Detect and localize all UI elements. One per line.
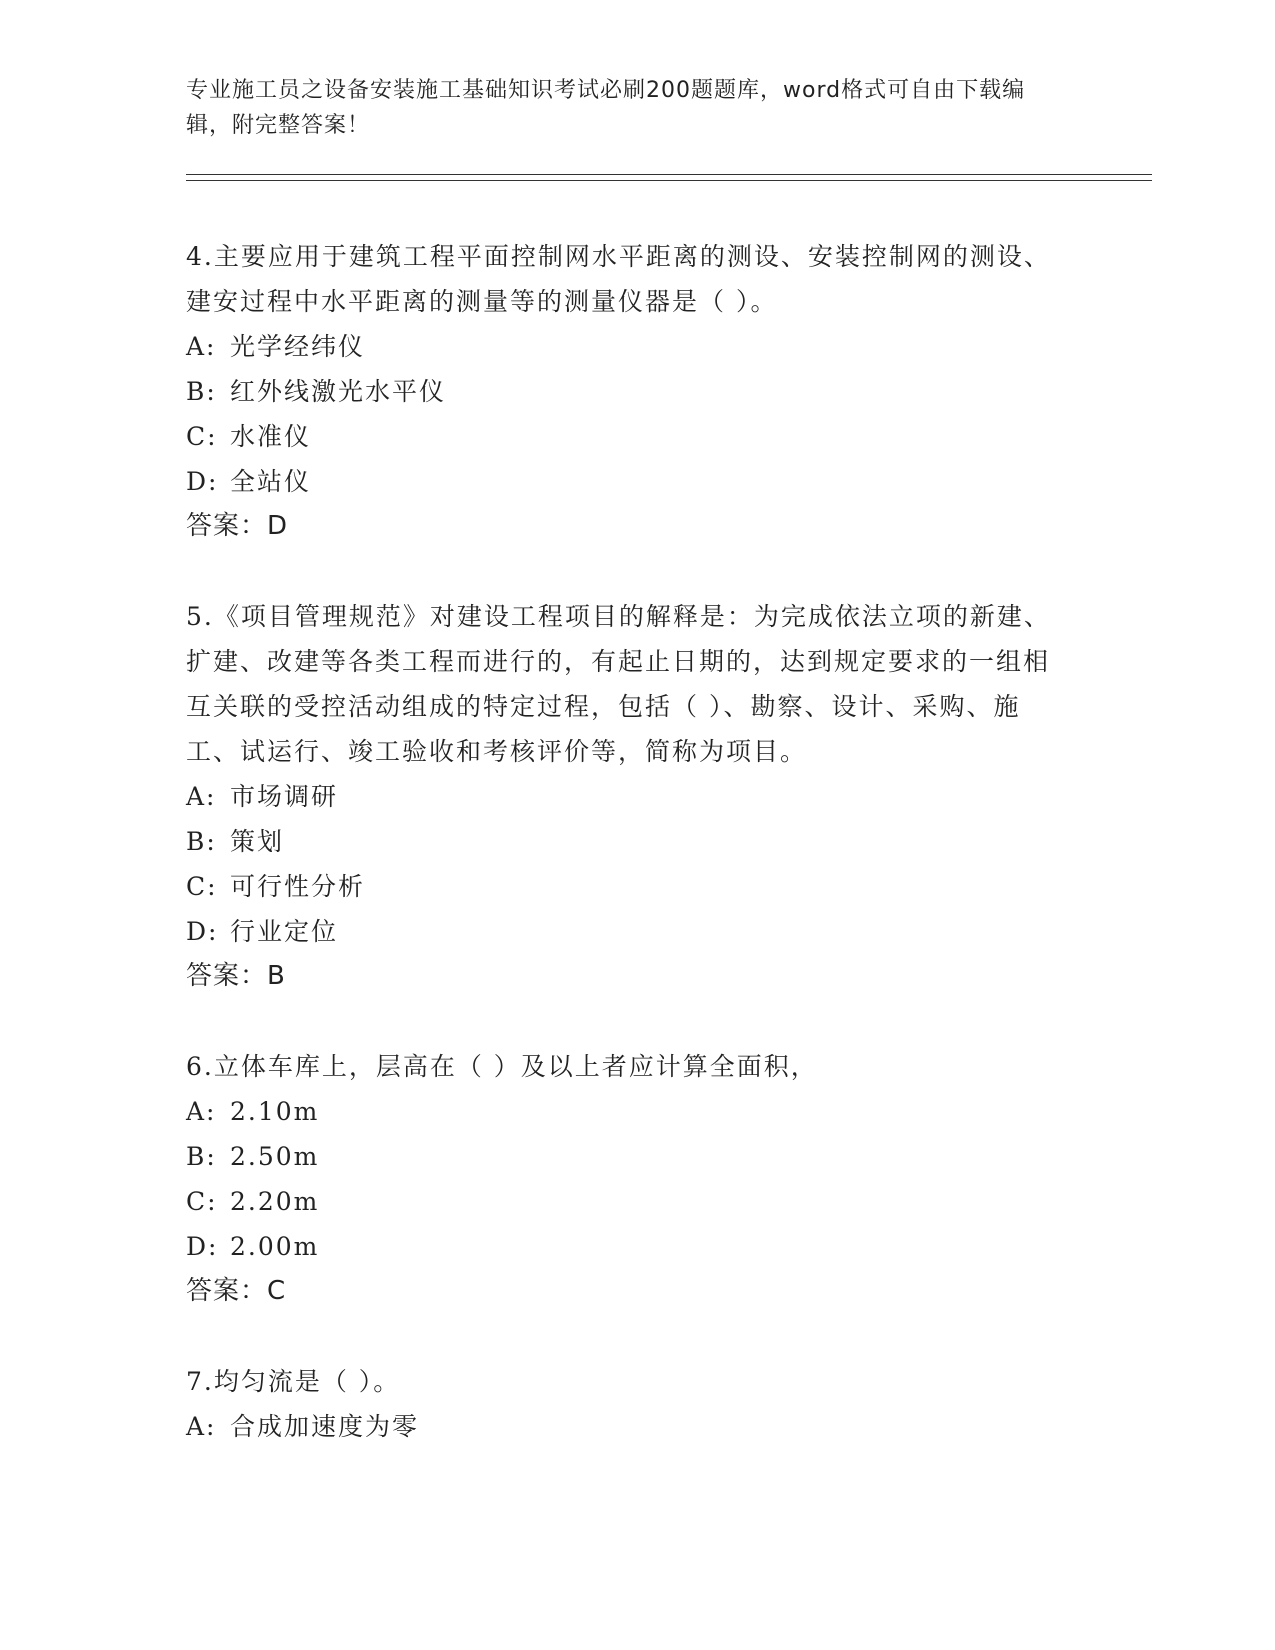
option-letter: A: — [186, 332, 217, 361]
question-5 — [186, 594, 1066, 998]
option-text: 2.00m — [230, 1232, 320, 1261]
question-text: 7.均匀流是（ ）。 — [186, 1367, 401, 1396]
option-letter: C: — [186, 422, 218, 451]
option-letter: C: — [186, 1187, 218, 1216]
option-text: 行业定位 — [230, 917, 339, 946]
option-c — [186, 864, 1066, 909]
option-letter: D: — [186, 467, 219, 496]
option-letter: D: — [186, 1232, 219, 1261]
option-text: 光学经纬仪 — [230, 332, 366, 361]
option-text: 2.10m — [230, 1097, 320, 1126]
option-c — [186, 414, 1066, 459]
answer-line: 答案：D — [186, 511, 289, 541]
option-b — [186, 819, 1066, 864]
option-text: 策划 — [230, 827, 285, 856]
document-title: 专业施工员之设备安装施工基础知识考试必刷200题题库，word格式可自由下载编辑，附完整答案！ — [186, 78, 1026, 138]
option-letter: B: — [186, 827, 217, 856]
option-letter: C: — [186, 872, 218, 901]
option-d — [186, 909, 1066, 954]
option-text: 2.20m — [230, 1187, 320, 1216]
question-4 — [186, 234, 1066, 548]
question-text: 5.《项目管理规范》对建设工程项目的解释是：为完成依法立项的新建、扩建、改建等各类工程而进行的，有起止日期的，达到规定要求的一组相互关联的受控活动组成的特定过程，包括（ ）、勘察、设计、采购、施工、试运行、竣工验收和考核评价等，简称为项目。 — [186, 602, 1051, 766]
option-letter: A: — [186, 1097, 217, 1126]
question-list — [186, 234, 1066, 1495]
option-a — [186, 324, 1066, 369]
header-divider-bottom — [186, 180, 1152, 181]
option-d — [186, 459, 1066, 504]
option-text: 合成加速度为零 — [230, 1412, 420, 1441]
question-7 — [186, 1359, 1066, 1449]
answer-line: 答案：C — [186, 1276, 287, 1306]
option-letter: D: — [186, 917, 219, 946]
option-text: 红外线激光水平仪 — [230, 377, 447, 406]
option-text: 市场调研 — [230, 782, 339, 811]
option-text: 水准仪 — [230, 422, 312, 451]
option-letter: A: — [186, 1412, 217, 1441]
option-letter: A: — [186, 782, 217, 811]
option-letter: B: — [186, 377, 217, 406]
option-text: 2.50m — [230, 1142, 320, 1171]
option-a — [186, 1404, 1066, 1449]
answer-line: 答案：B — [186, 961, 286, 991]
option-b — [186, 1134, 1066, 1179]
question-6 — [186, 1044, 1066, 1313]
option-a — [186, 774, 1066, 819]
option-d — [186, 1224, 1066, 1269]
question-text: 6.立体车库上，层高在（ ）及以上者应计算全面积， — [186, 1052, 818, 1081]
option-a — [186, 1089, 1066, 1134]
document-header — [186, 73, 1066, 143]
header-divider-top — [186, 174, 1152, 175]
option-b — [186, 369, 1066, 414]
question-text: 4.主要应用于建筑工程平面控制网水平距离的测设、安装控制网的测设、建安过程中水平距离的测量等的测量仪器是（ ）。 — [186, 242, 1051, 316]
option-text: 可行性分析 — [230, 872, 366, 901]
option-letter: B: — [186, 1142, 217, 1171]
option-text: 全站仪 — [230, 467, 312, 496]
option-c — [186, 1179, 1066, 1224]
